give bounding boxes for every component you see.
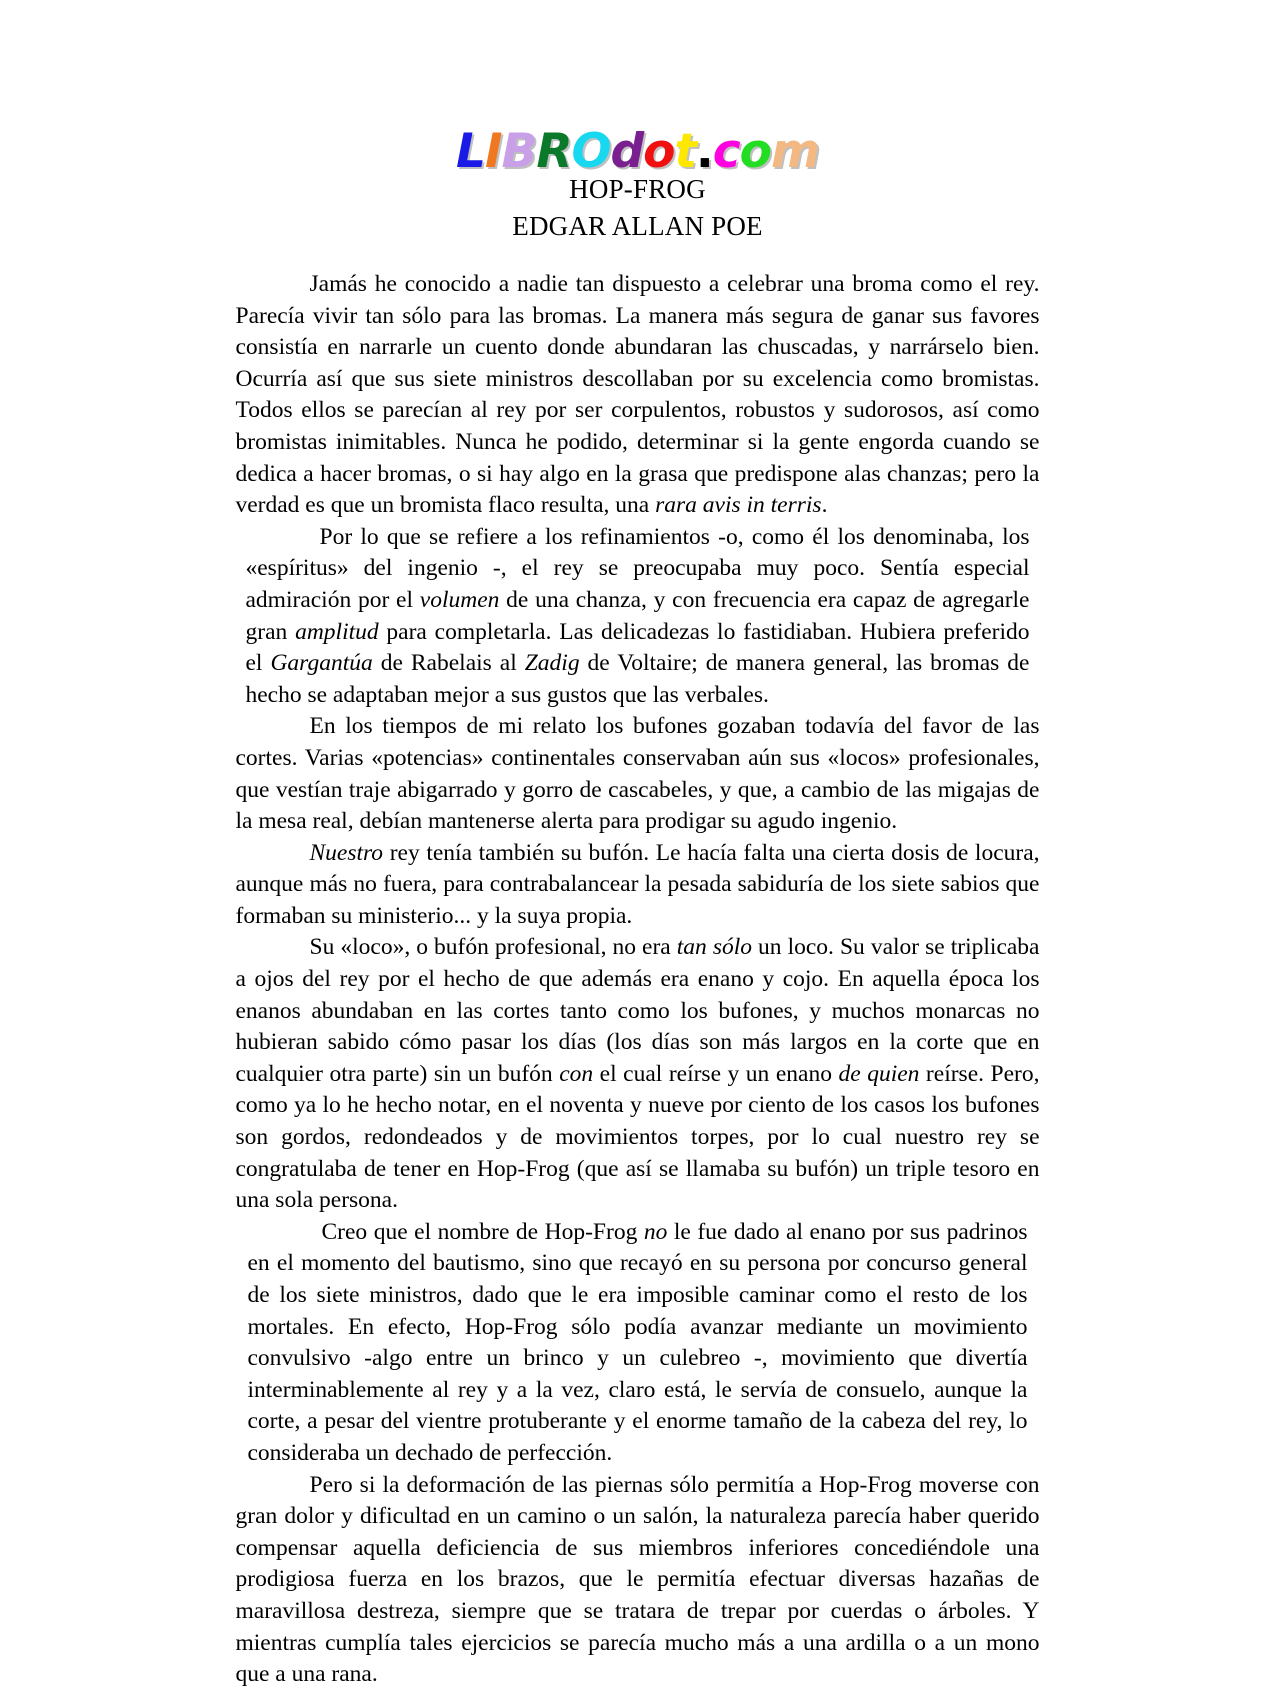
emphasis-text: amplitud (295, 618, 379, 645)
body-text-run: le fue dado al enano por sus padrinos en el momento del bautismo, sino que recayó en su persona por concurso general de los siete ministros, dado que le era imposible caminar como el resto de los mortales. En efecto, Hop-Frog sólo podía avanzar mediante un movimiento convulsivo -algo entre un brinco y un culebreo -, movimiento que divertía interminablemente al rey y a la vez, claro está, le servía de consuelo, aunque la corte, a pesar del vientre protuberante y el enorme tamaño de la cabeza del rey, lo consideraba un dechado de perfección. (247, 1218, 1028, 1466)
logo-letter-R: R (536, 124, 572, 179)
librodot-logo[interactable] (456, 124, 819, 179)
logo-letter-L: L (456, 124, 485, 179)
emphasis-text: de quien (838, 1060, 920, 1087)
emphasis-text: Gargantúa (270, 650, 373, 677)
body-text-run: Su «loco», o bufón profesional, no era (309, 934, 677, 961)
body-text-run: rey tenía también su bufón. Le hacía falta una cierta dosis de locura, aunque más no fuera, para contrabalancear la pesada sabiduría de los siete sabios que formaban su ministerio... y la suya propia. (235, 839, 1040, 929)
body-text-run: Pero si la deformación de las piernas sólo permitía a Hop-Frog moverse con gran dolor y dificultad en un camino o un salón, la naturaleza parecía haber querido compensar aquella deficiencia de sus miembros inferiores concediéndole una prodigiosa fuerza en los brazos, que le permitía efectuar diversas hazañas de maravillosa destreza, siempre que se tratara de trepar por cuerdas o árboles. Y mientras cumplía tales ejercicios se parecía mucho más a una ardilla o a un mono que a una rana. (235, 1471, 1040, 1688)
logo-letter-o: o (643, 124, 675, 179)
emphasis-text: Zadig (524, 650, 580, 677)
body-paragraph (236, 711, 1040, 837)
logo-letter-t: t (674, 124, 696, 179)
body-text-run: En los tiempos de mi relato los bufones gozaban todavía del favor de las cortes. Varias «potencias» continentales conservaban aún sus «locos» profesionales, que vestían traje abigarrado y gorro de cascabeles, y que, a cambio de las migajas de la mesa real, debían mantenerse alerta para prodigar su agudo ingenio. (235, 713, 1040, 835)
body-text-run: para completarla. Las delicadezas lo fastidiaban. Hubiera preferido el (245, 618, 1030, 677)
logo-letter-I: I (485, 124, 502, 179)
author-name: EDGAR ALLAN POE (512, 211, 763, 241)
body-text-run: Por lo que se refiere a los refinamientos -o, como él los denominaba, los «espíritus» del ingenio -, el rey se preocupaba muy poco. Sentía especial admiración por el (245, 523, 1030, 613)
story-body (236, 243, 1040, 1691)
body-paragraph (236, 932, 1040, 1216)
body-text-run: Creo que el nombre de Hop-Frog (321, 1218, 644, 1245)
logo-container (0, 0, 1275, 179)
body-text-run: el cual reírse y un enano (593, 1060, 839, 1087)
body-paragraph (236, 1470, 1040, 1691)
logo-letter-c: c (712, 124, 740, 179)
logo-letter-o-2: o (739, 124, 771, 179)
body-paragraph (236, 838, 1040, 933)
emphasis-text: tan sólo (676, 934, 753, 961)
page-title: HOP-FROG (569, 174, 706, 204)
body-paragraph (236, 522, 1030, 712)
logo-letter-B: B (501, 124, 537, 179)
body-text-run: reírse. Pero, como ya lo he hecho notar, en el noventa y nueve por ciento de los casos los bufones son gordos, redondeados y de movimientos torpes, por lo cual nuestro rey se congratulaba de tener en Hop-Frog (que así se llamaba su bufón) un triple tesoro en una sola persona. (235, 1060, 1040, 1214)
logo-letter-d: d (610, 124, 644, 179)
body-paragraph (236, 269, 1040, 522)
body-text-run: de Voltaire; de manera general, las bromas de hecho se adaptaban mejor a sus gustos que las verbales. (245, 650, 1030, 708)
emphasis-text: rara avis in terris (655, 492, 822, 519)
logo-letter-O: O (571, 124, 611, 179)
body-text-run: un loco. Su valor se triplicaba a ojos del rey por el hecho de que además era enano y cojo. En aquella época los enanos abundaban en las cortes tanto como los bufones, y muchos monarcas no hubieran sabido cómo pasar los días (los días son más largos en la corte que en cualquier otra parte) sin un bufón (235, 934, 1040, 1087)
emphasis-text: Nuestro (309, 839, 384, 866)
logo-letter-m: m (770, 124, 819, 179)
body-text-run: Jamás he conocido a nadie tan dispuesto a celebrar una broma como el rey. Parecía vivir tan sólo para las bromas. La manera más segura de ganar sus favores consistía en narrarle un cuento donde abundaran las chuscadas, y narrárselo bien. Ocurría así que sus siete ministros descollaban por su excelencia como bromistas. Todos ellos se parecían al rey por ser corpulentos, robustos y sudorosos, así como bromistas inimitables. Nunca he podido, determinar si la gente engorda cuando se dedica a hacer bromas, o si hay algo en la grasa que predispone alas chanzas; pero la verdad es que un bromista flaco resulta, una (235, 271, 1040, 519)
emphasis-text: volumen (419, 586, 500, 613)
emphasis-text: no (643, 1218, 668, 1245)
body-paragraph (236, 1217, 1028, 1470)
logo-letter-dot: . (695, 124, 713, 179)
body-text-run: . (821, 492, 828, 519)
emphasis-text: con (559, 1060, 594, 1087)
body-text-run: de una chanza, y con frecuencia era capaz de agregarle gran (245, 586, 1030, 645)
body-text-run: de Rabelais al (372, 650, 525, 677)
